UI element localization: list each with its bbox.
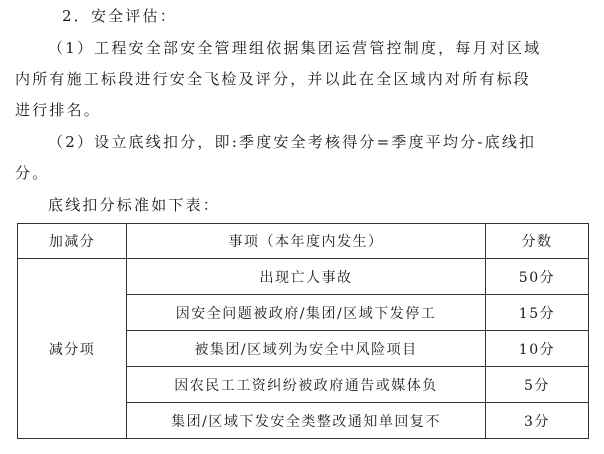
paragraph-1-line-3: 进行排名。 xyxy=(15,101,102,119)
row-score: 10分 xyxy=(485,331,588,367)
paragraph-2-line-1: （2）设立底线扣分，即:季度安全考核得分=季度平均分-底线扣 xyxy=(48,133,537,151)
row-item: 集团/区域下发安全类整改通知单回复不 xyxy=(127,403,486,439)
row-score: 50分 xyxy=(485,259,588,295)
paragraph-1-line-2: 内所有施工标段进行安全飞检及评分，并以此在全区域内对所有标段 xyxy=(15,70,532,88)
paragraph-2-line-2: 分。 xyxy=(15,164,50,182)
table-row xyxy=(18,259,589,295)
row-score: 15分 xyxy=(485,295,588,331)
header-score: 分数 xyxy=(485,224,588,259)
row-score: 3分 xyxy=(485,403,588,439)
row-score: 5分 xyxy=(485,367,588,403)
paragraph-1-line-1: （1）工程安全部安全管理组依据集团运营管控制度，每月对区域 xyxy=(48,39,542,57)
header-category: 加减分 xyxy=(18,224,127,259)
section-heading: 2．安全评估： xyxy=(62,7,177,25)
deduction-table xyxy=(17,223,589,439)
table-header-row xyxy=(18,224,589,259)
row-item: 因农民工工资纠纷被政府通告或媒体负 xyxy=(127,367,486,403)
row-item: 因安全问题被政府/集团/区域下发停工 xyxy=(127,295,486,331)
row-item: 被集团/区域列为安全中风险项目 xyxy=(127,331,486,367)
row-item: 出现亡人事故 xyxy=(127,259,486,295)
header-item: 事项（本年度内发生） xyxy=(127,224,486,259)
table-intro: 底线扣分标准如下表： xyxy=(48,196,221,214)
group-label-deduction: 减分项 xyxy=(18,259,127,439)
